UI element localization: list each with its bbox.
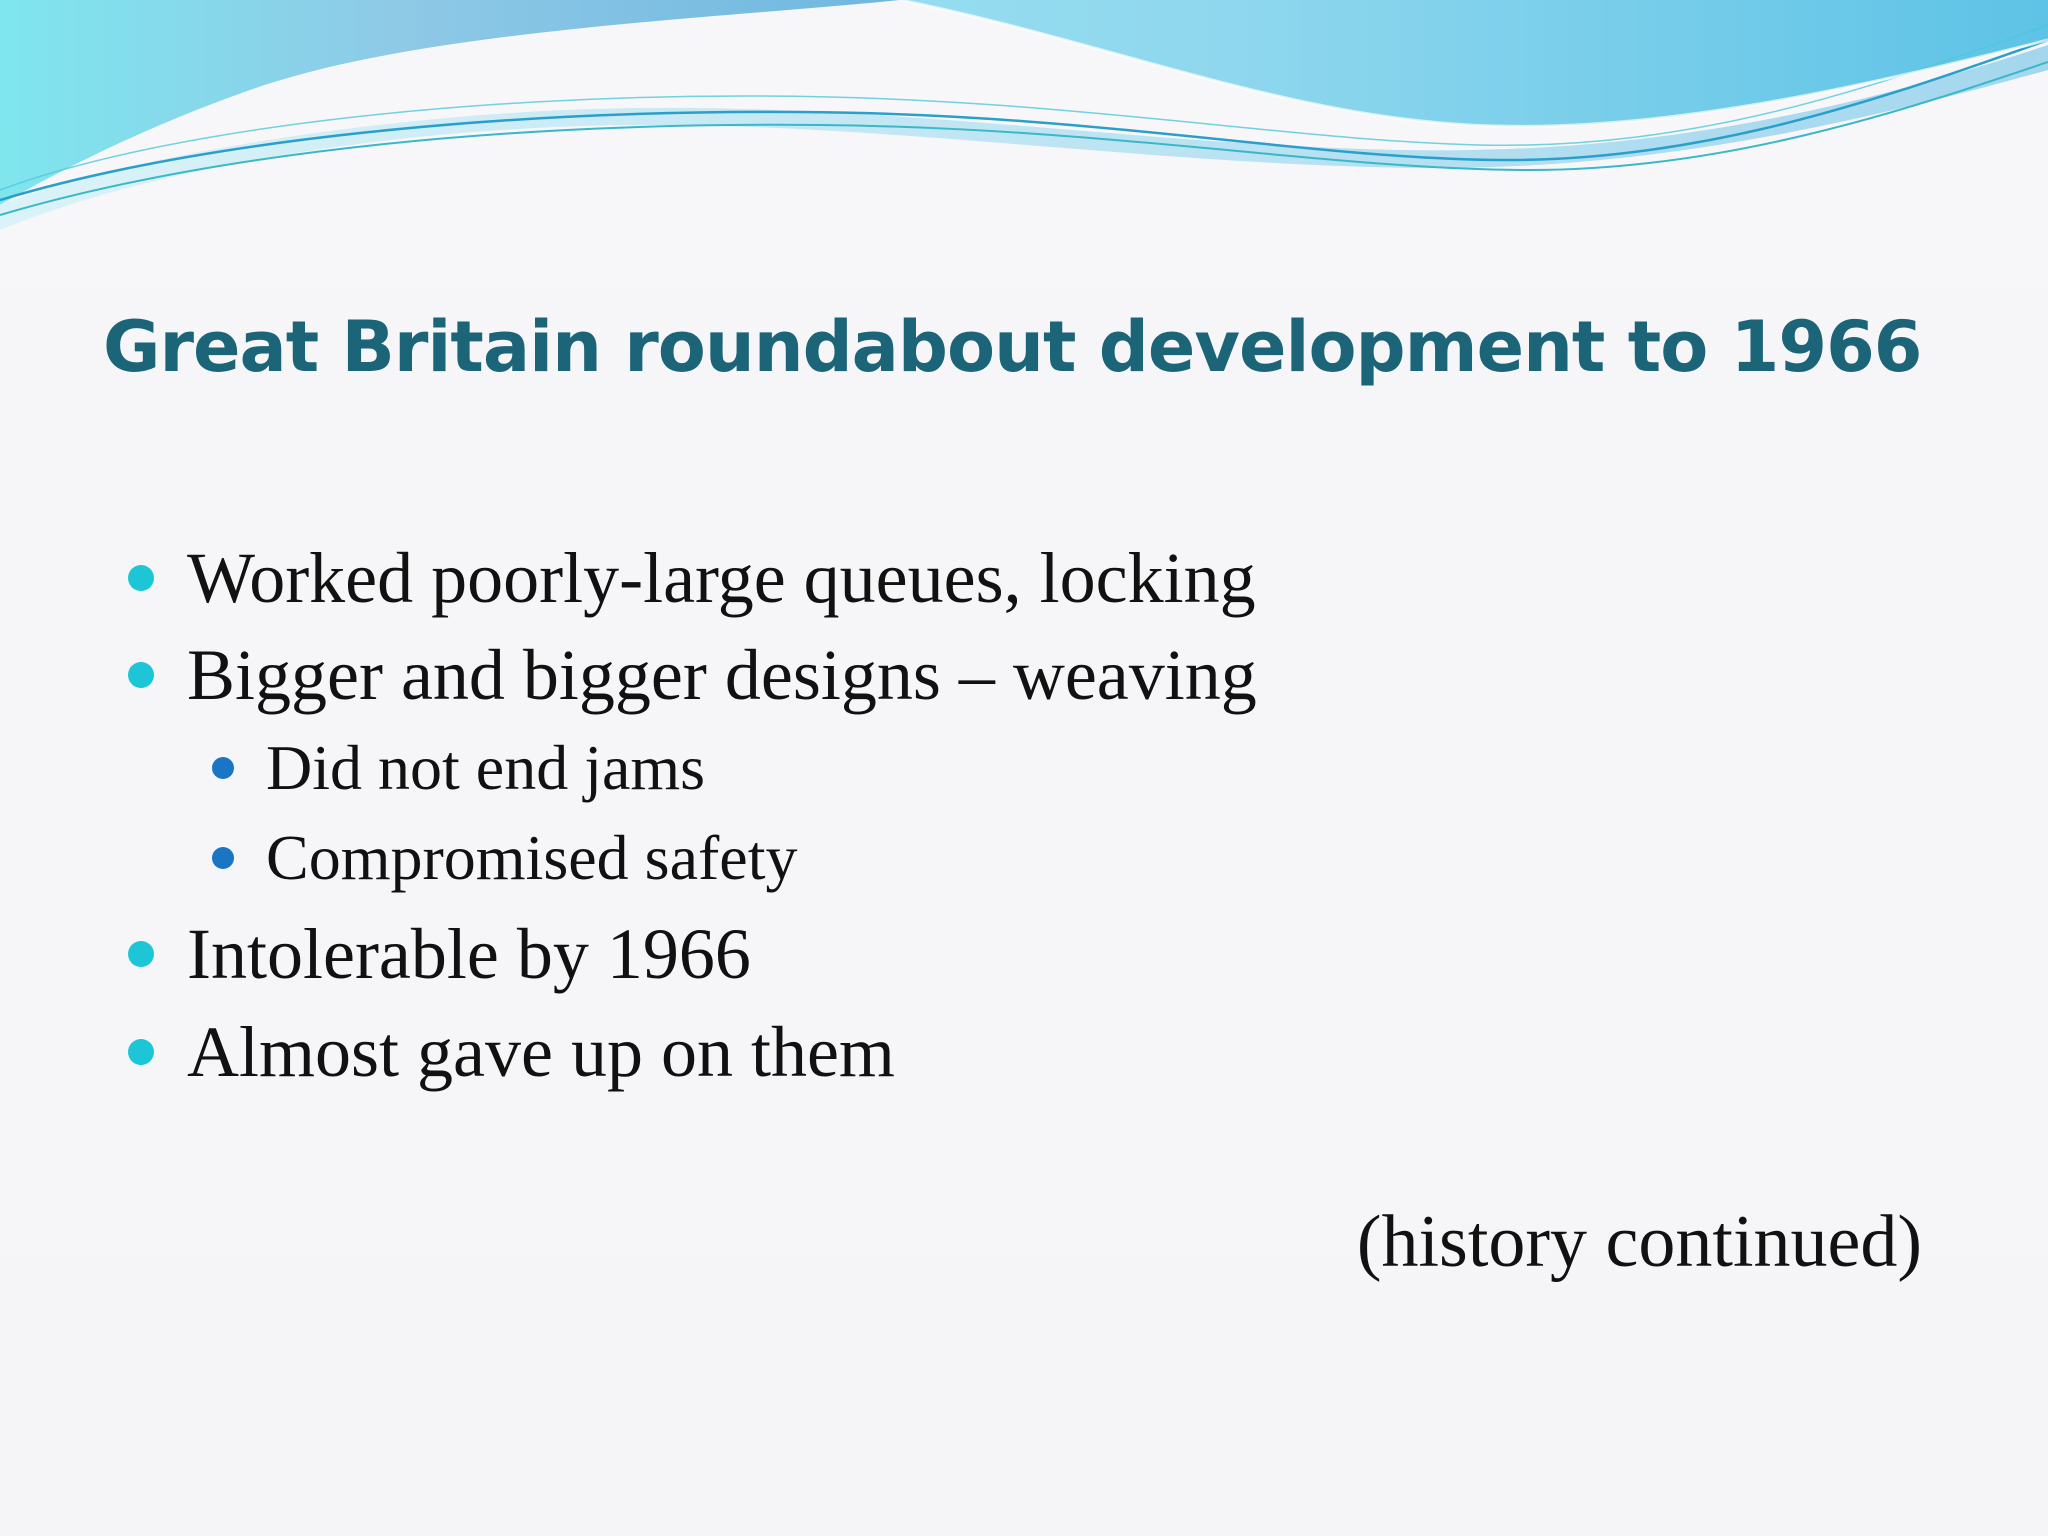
sub-bullet-text: Compromised safety bbox=[266, 822, 798, 893]
sub-bullet-dot-icon bbox=[212, 757, 234, 779]
sub-bullet-text: Did not end jams bbox=[266, 732, 706, 803]
bullet-dot-icon bbox=[128, 941, 154, 967]
bullet-dot-icon bbox=[128, 565, 154, 591]
bullet-text: Bigger and bigger designs – weaving bbox=[187, 634, 1257, 715]
slide-title: Great Britain roundabout development to 1966 bbox=[103, 306, 1922, 388]
bullet-text: Intolerable by 1966 bbox=[187, 913, 751, 994]
bullet-item bbox=[128, 1004, 895, 1100]
footnote: (history continued) bbox=[1356, 1201, 1922, 1283]
header-wave-decoration bbox=[0, 0, 2048, 260]
bullet-item bbox=[128, 530, 1256, 626]
bullet-dot-icon bbox=[128, 1039, 154, 1065]
sub-bullet-item bbox=[212, 816, 797, 900]
bullet-text: Almost gave up on them bbox=[187, 1011, 895, 1092]
bullet-item bbox=[128, 627, 1257, 723]
bullet-item bbox=[128, 906, 751, 1002]
sub-bullet-item bbox=[212, 726, 705, 810]
bullet-dot-icon bbox=[128, 662, 154, 688]
bullet-text: Worked poorly-large queues, locking bbox=[187, 537, 1256, 618]
sub-bullet-dot-icon bbox=[212, 847, 234, 869]
